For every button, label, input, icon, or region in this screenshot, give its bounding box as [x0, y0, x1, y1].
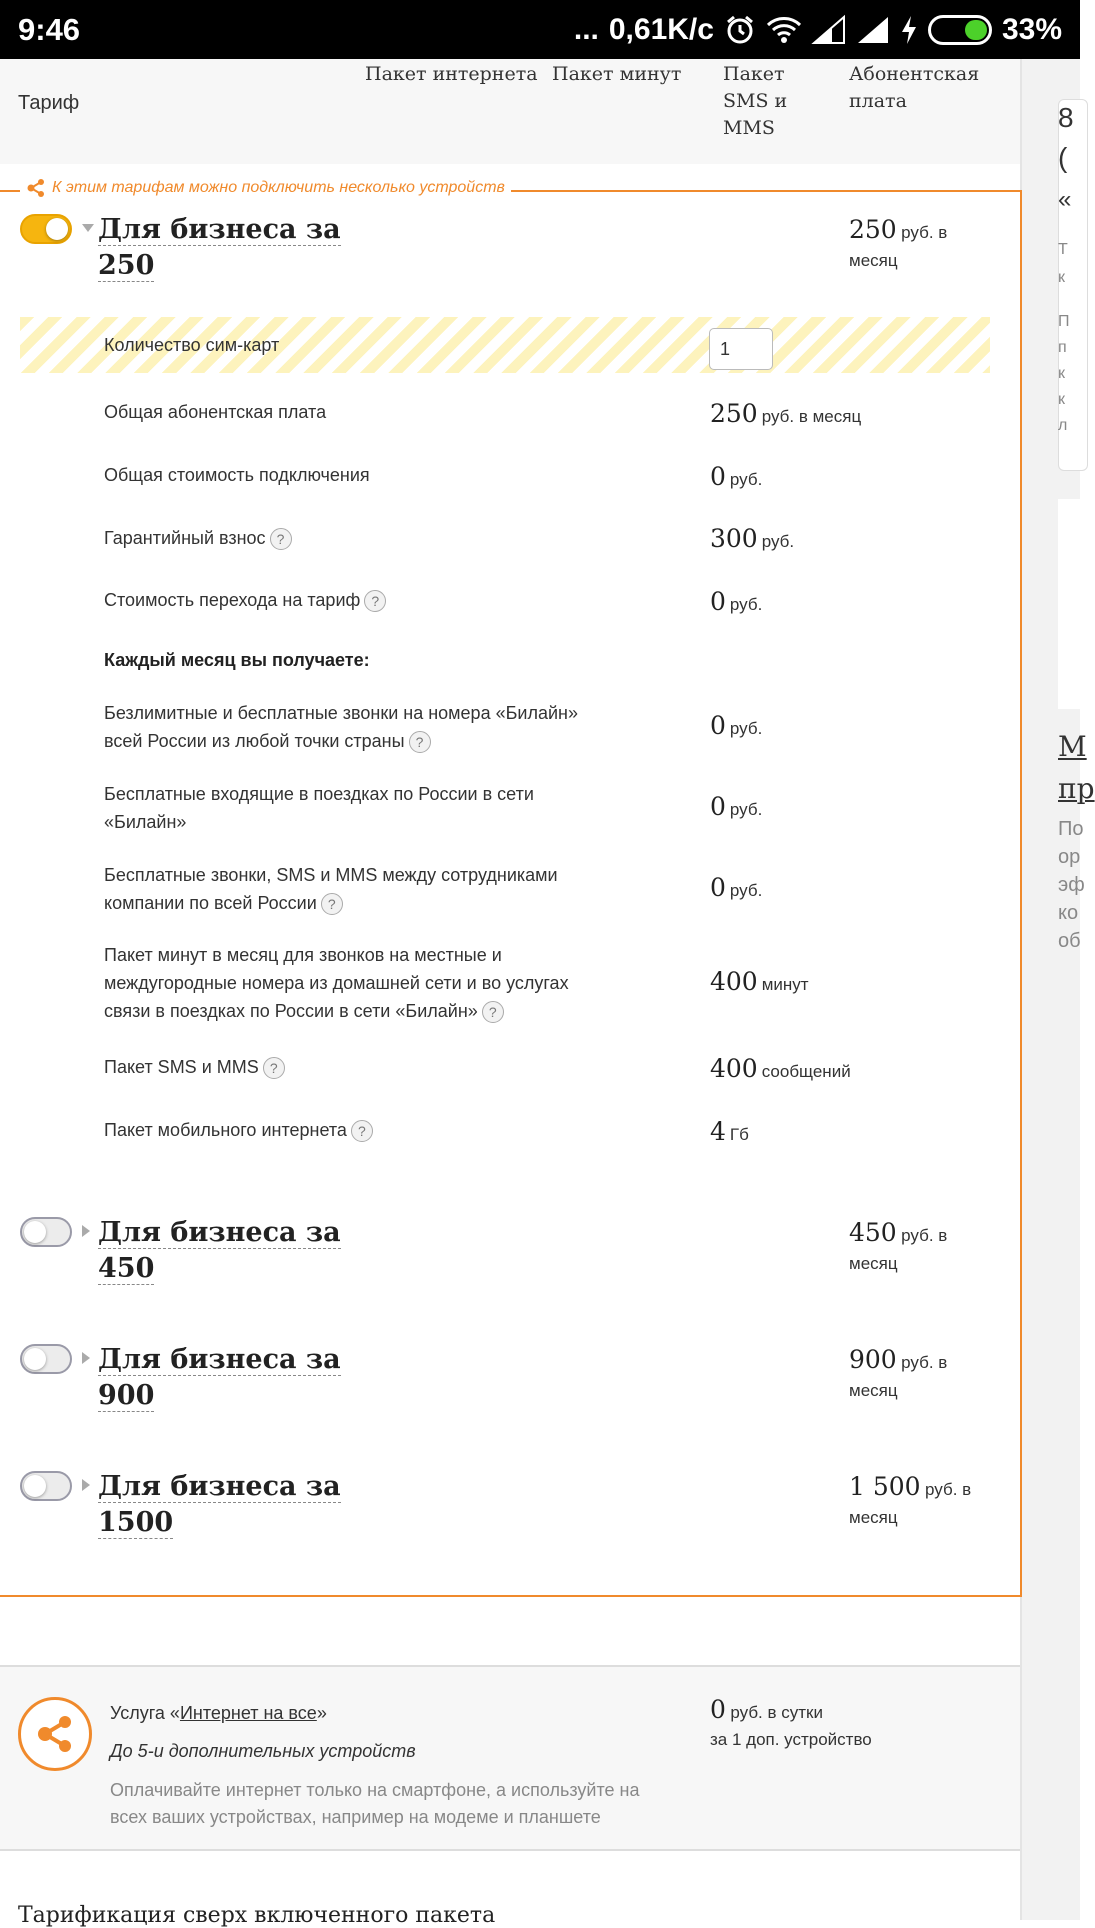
expand-caret-icon[interactable] [82, 1352, 90, 1364]
service-price: 0 руб. в сутки за 1 доп. устройство [710, 1695, 872, 1749]
header-tariff: Тариф [18, 92, 80, 114]
help-icon[interactable]: ? [263, 1057, 285, 1079]
monthly-value: 0 руб. [710, 792, 763, 821]
plan-900-toggle[interactable] [20, 1344, 72, 1374]
detail-label: Общая абонентская плата [104, 402, 327, 422]
alarm-clock-icon [724, 14, 756, 46]
sidebar-fragment: к [1058, 269, 1065, 286]
multi-device-note: К этим тарифам можно подключить несколько устройств [20, 178, 511, 198]
right-sidebar [1022, 59, 1095, 1920]
help-icon[interactable]: ? [321, 893, 343, 915]
sidebar-fragment: Т [1058, 241, 1068, 258]
plan-1500-toggle[interactable] [20, 1471, 72, 1501]
sim-count-input[interactable]: 1 [709, 328, 773, 370]
help-icon[interactable]: ? [409, 731, 431, 753]
service-link[interactable]: Интернет на все [179, 1703, 317, 1723]
detail-label: Стоимость перехода на тариф ? [104, 586, 624, 614]
expand-caret-icon[interactable] [82, 224, 94, 232]
header-fee: Абонентская плата [849, 63, 980, 112]
monthly-label: Бесплатные входящие в поездках по России в сети «Билайн» [104, 784, 534, 832]
help-icon[interactable]: ? [351, 1120, 373, 1142]
monthly-label: Безлимитные и бесплатные звонки на номера «Билайн» всей России из любой точки страны ? [104, 699, 624, 755]
service-subtitle: До 5-и дополнительных устройств [110, 1741, 416, 1761]
plan-1500-title[interactable]: Для бизнеса за 1500 [98, 1471, 341, 1538]
detail-value: 0 руб. [710, 462, 763, 491]
monthly-label: Пакет мобильного интернета ? [104, 1116, 624, 1144]
monthly-label: Бесплатные звонки, SMS и MMS между сотрудниками компании по всей России ? [104, 861, 624, 917]
detail-value: 300 руб. [710, 524, 795, 553]
sidebar-title-fragment[interactable]: М [1058, 730, 1087, 763]
detail-value: 250 руб. в месяц [710, 399, 862, 428]
sidebar-fragment: эф [1058, 874, 1085, 896]
monthly-value: 0 руб. [710, 711, 763, 740]
overage-heading[interactable]: Тарификация сверх включенного пакета [18, 1903, 496, 1928]
sidebar-fragment: п [1058, 339, 1067, 356]
internet-for-all-service [0, 1665, 1020, 1851]
sidebar-title-fragment[interactable]: пр [1058, 772, 1095, 805]
sidebar-fragment: ко [1058, 902, 1079, 924]
status-time: 9:46 [18, 11, 81, 47]
sim-count-label: Количество сим-карт [104, 335, 280, 355]
detail-value: 0 руб. [710, 587, 763, 616]
monthly-value: 400 минут [710, 967, 809, 996]
share-internet-icon [18, 1697, 92, 1771]
detail-label: Общая стоимость подключения [104, 465, 370, 485]
tariff-table [0, 59, 1022, 1928]
help-icon[interactable]: ? [270, 528, 292, 550]
plan-1500-price: 1 500 руб. в месяц [849, 1472, 972, 1527]
sidebar-fragment: ( [1058, 142, 1068, 173]
sidebar-fragment: к [1058, 365, 1065, 382]
plan-450-price: 450 руб. в месяц [849, 1218, 948, 1273]
table-header [0, 59, 1020, 164]
expand-caret-icon[interactable] [82, 1225, 90, 1237]
share-devices-icon [26, 178, 46, 198]
sidebar-fragment: л [1058, 417, 1068, 434]
network-speed: 0,61K/c [608, 12, 714, 46]
plan-250-price: 250 руб. в месяц [849, 215, 948, 270]
monthly-value: 4 Гб [710, 1117, 749, 1146]
monthly-heading: Каждый месяц вы получаете: [104, 650, 370, 670]
wifi-icon [766, 15, 802, 45]
plan-900-price: 900 руб. в месяц [849, 1345, 948, 1400]
sidebar-fragment: По [1058, 818, 1084, 840]
service-title: Услуга «Интернет на все» [110, 1703, 327, 1723]
detail-label: Гарантийный взнос ? [104, 524, 624, 552]
help-icon[interactable]: ? [482, 1001, 504, 1023]
monthly-value: 0 руб. [710, 873, 763, 902]
plan-450-title[interactable]: Для бизнеса за 450 [98, 1217, 341, 1284]
battery-percent: 33% [1001, 12, 1062, 46]
signal-strength-icon [812, 15, 846, 45]
charging-bolt-icon [900, 15, 918, 45]
service-description: Оплачивайте интернет только на смартфоне, а используйте на всех ваших устройствах, например на модеме и планшете [110, 1780, 640, 1827]
header-sms: Пакет SMS и MMS [723, 63, 788, 139]
sidebar-card [1058, 499, 1088, 709]
header-minutes: Пакет минут [552, 63, 682, 85]
plan-250-toggle[interactable] [20, 214, 72, 244]
plan-900-title[interactable]: Для бизнеса за 900 [98, 1344, 341, 1411]
sidebar-fragment: ор [1058, 846, 1081, 868]
plan-250-title[interactable]: Для бизнеса за 250 [98, 214, 341, 281]
monthly-label: Пакет SMS и MMS ? [104, 1053, 624, 1081]
help-icon[interactable]: ? [364, 590, 386, 612]
more-notifications-icon: ... [573, 12, 599, 46]
sidebar-fragment: П [1058, 313, 1070, 330]
monthly-value: 400 сообщений [710, 1054, 851, 1083]
header-internet: Пакет интернета [365, 63, 538, 85]
status-bar [0, 0, 1080, 59]
sidebar-fragment: « [1058, 186, 1072, 213]
sidebar-fragment: 8 [1058, 102, 1074, 133]
battery-icon [928, 15, 992, 45]
expand-caret-icon[interactable] [82, 1479, 90, 1491]
plan-450-toggle[interactable] [20, 1217, 72, 1247]
sidebar-fragment: об [1058, 930, 1081, 952]
monthly-label: Пакет минут в месяц для звонков на местные и междугородные номера из домашней сети и во услугах связи в поездках по России в сети «Билайн» ? [104, 941, 644, 1025]
signal-strength-icon-2 [856, 15, 890, 45]
sidebar-fragment: к [1058, 391, 1065, 408]
